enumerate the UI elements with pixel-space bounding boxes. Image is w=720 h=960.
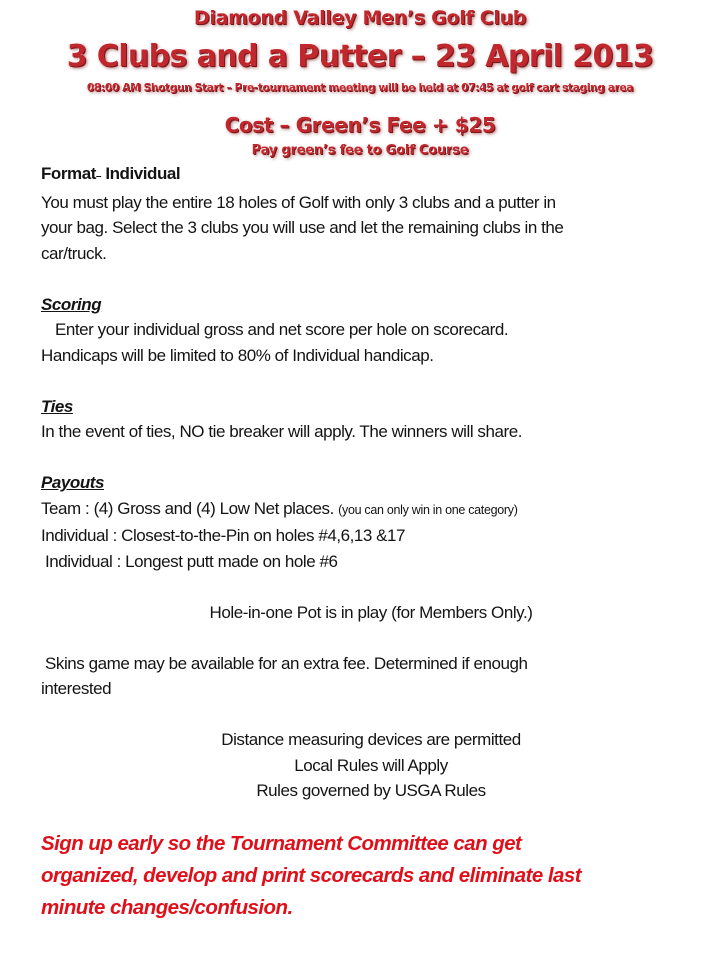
skins-line: Skins game may be available for an extra fee. Determined if enough (45, 653, 528, 673)
cta-line: Sign up early so the Tournament Committee can get (41, 832, 522, 855)
event-subtitle: 08:00 AM Shotgun Start – Pre-tournament meeting will be held at 07:45 at golf cart staging area (86, 82, 634, 94)
event-title: 3 Clubs and a Putter – 23 April 2013 (66, 39, 654, 74)
club-name: Diamond Valley Men’s Golf Club (193, 7, 527, 29)
spacer (41, 625, 701, 651)
format-line: your bag. Select the 3 clubs you will use and let the remaining clubs in the (41, 218, 564, 237)
format-line: You must play the entire 18 holes of Golf with only 3 clubs and a putter in (41, 192, 556, 212)
payout-team-note: (you can only win in one category) (338, 502, 518, 517)
scoring-line: Enter your individual gross and net score per hole on scorecard. (55, 320, 509, 339)
signup-call-to-action (41, 828, 711, 924)
cta-line: organized, develop and print scorecards and eliminate last (41, 864, 581, 887)
spacer (41, 574, 701, 600)
cta-line: minute changes/confusion. (41, 896, 293, 919)
format-label: Format (41, 164, 96, 183)
spacer (41, 702, 701, 728)
spacer (41, 368, 701, 394)
payouts-heading: Payouts (41, 473, 104, 492)
scoring-heading: Scoring (41, 294, 102, 314)
format-dash: – (95, 171, 102, 182)
payout-longest-putt: Individual : Longest putt made on hole #6 (45, 551, 338, 571)
flyer-body (41, 161, 701, 804)
format-value: Individual (105, 164, 181, 183)
format-section (41, 161, 701, 190)
spacer (41, 445, 701, 471)
scoring-line: Handicaps will be limited to 80% of Individual handicap. (41, 345, 434, 365)
rule-line: Local Rules will Apply (294, 755, 448, 775)
hole-in-one-note: Hole-in-one Pot is in play (for Members Only.) (209, 602, 533, 622)
payout-team-text: Team : (4) Gross and (4) Low Net places. (41, 498, 334, 518)
payout-closest-to-pin: Individual : Closest-to-the-Pin on holes #4,6,13 &17 (41, 526, 406, 545)
cost-line: Cost – Green’s Fee + $25 (224, 113, 496, 137)
payout-team (41, 496, 701, 524)
rule-line: Distance measuring devices are permitted (221, 730, 521, 749)
skins-line: interested (41, 679, 112, 698)
ties-heading: Ties (41, 396, 73, 416)
format-line: car/truck. (41, 243, 107, 263)
rule-line: Rules governed by USGA Rules (256, 781, 486, 800)
spacer (41, 266, 701, 292)
ties-line: In the event of ties, NO tie breaker will apply. The winners will share. (41, 422, 522, 441)
cost-note: Pay green’s fee to Golf Course (251, 143, 469, 158)
